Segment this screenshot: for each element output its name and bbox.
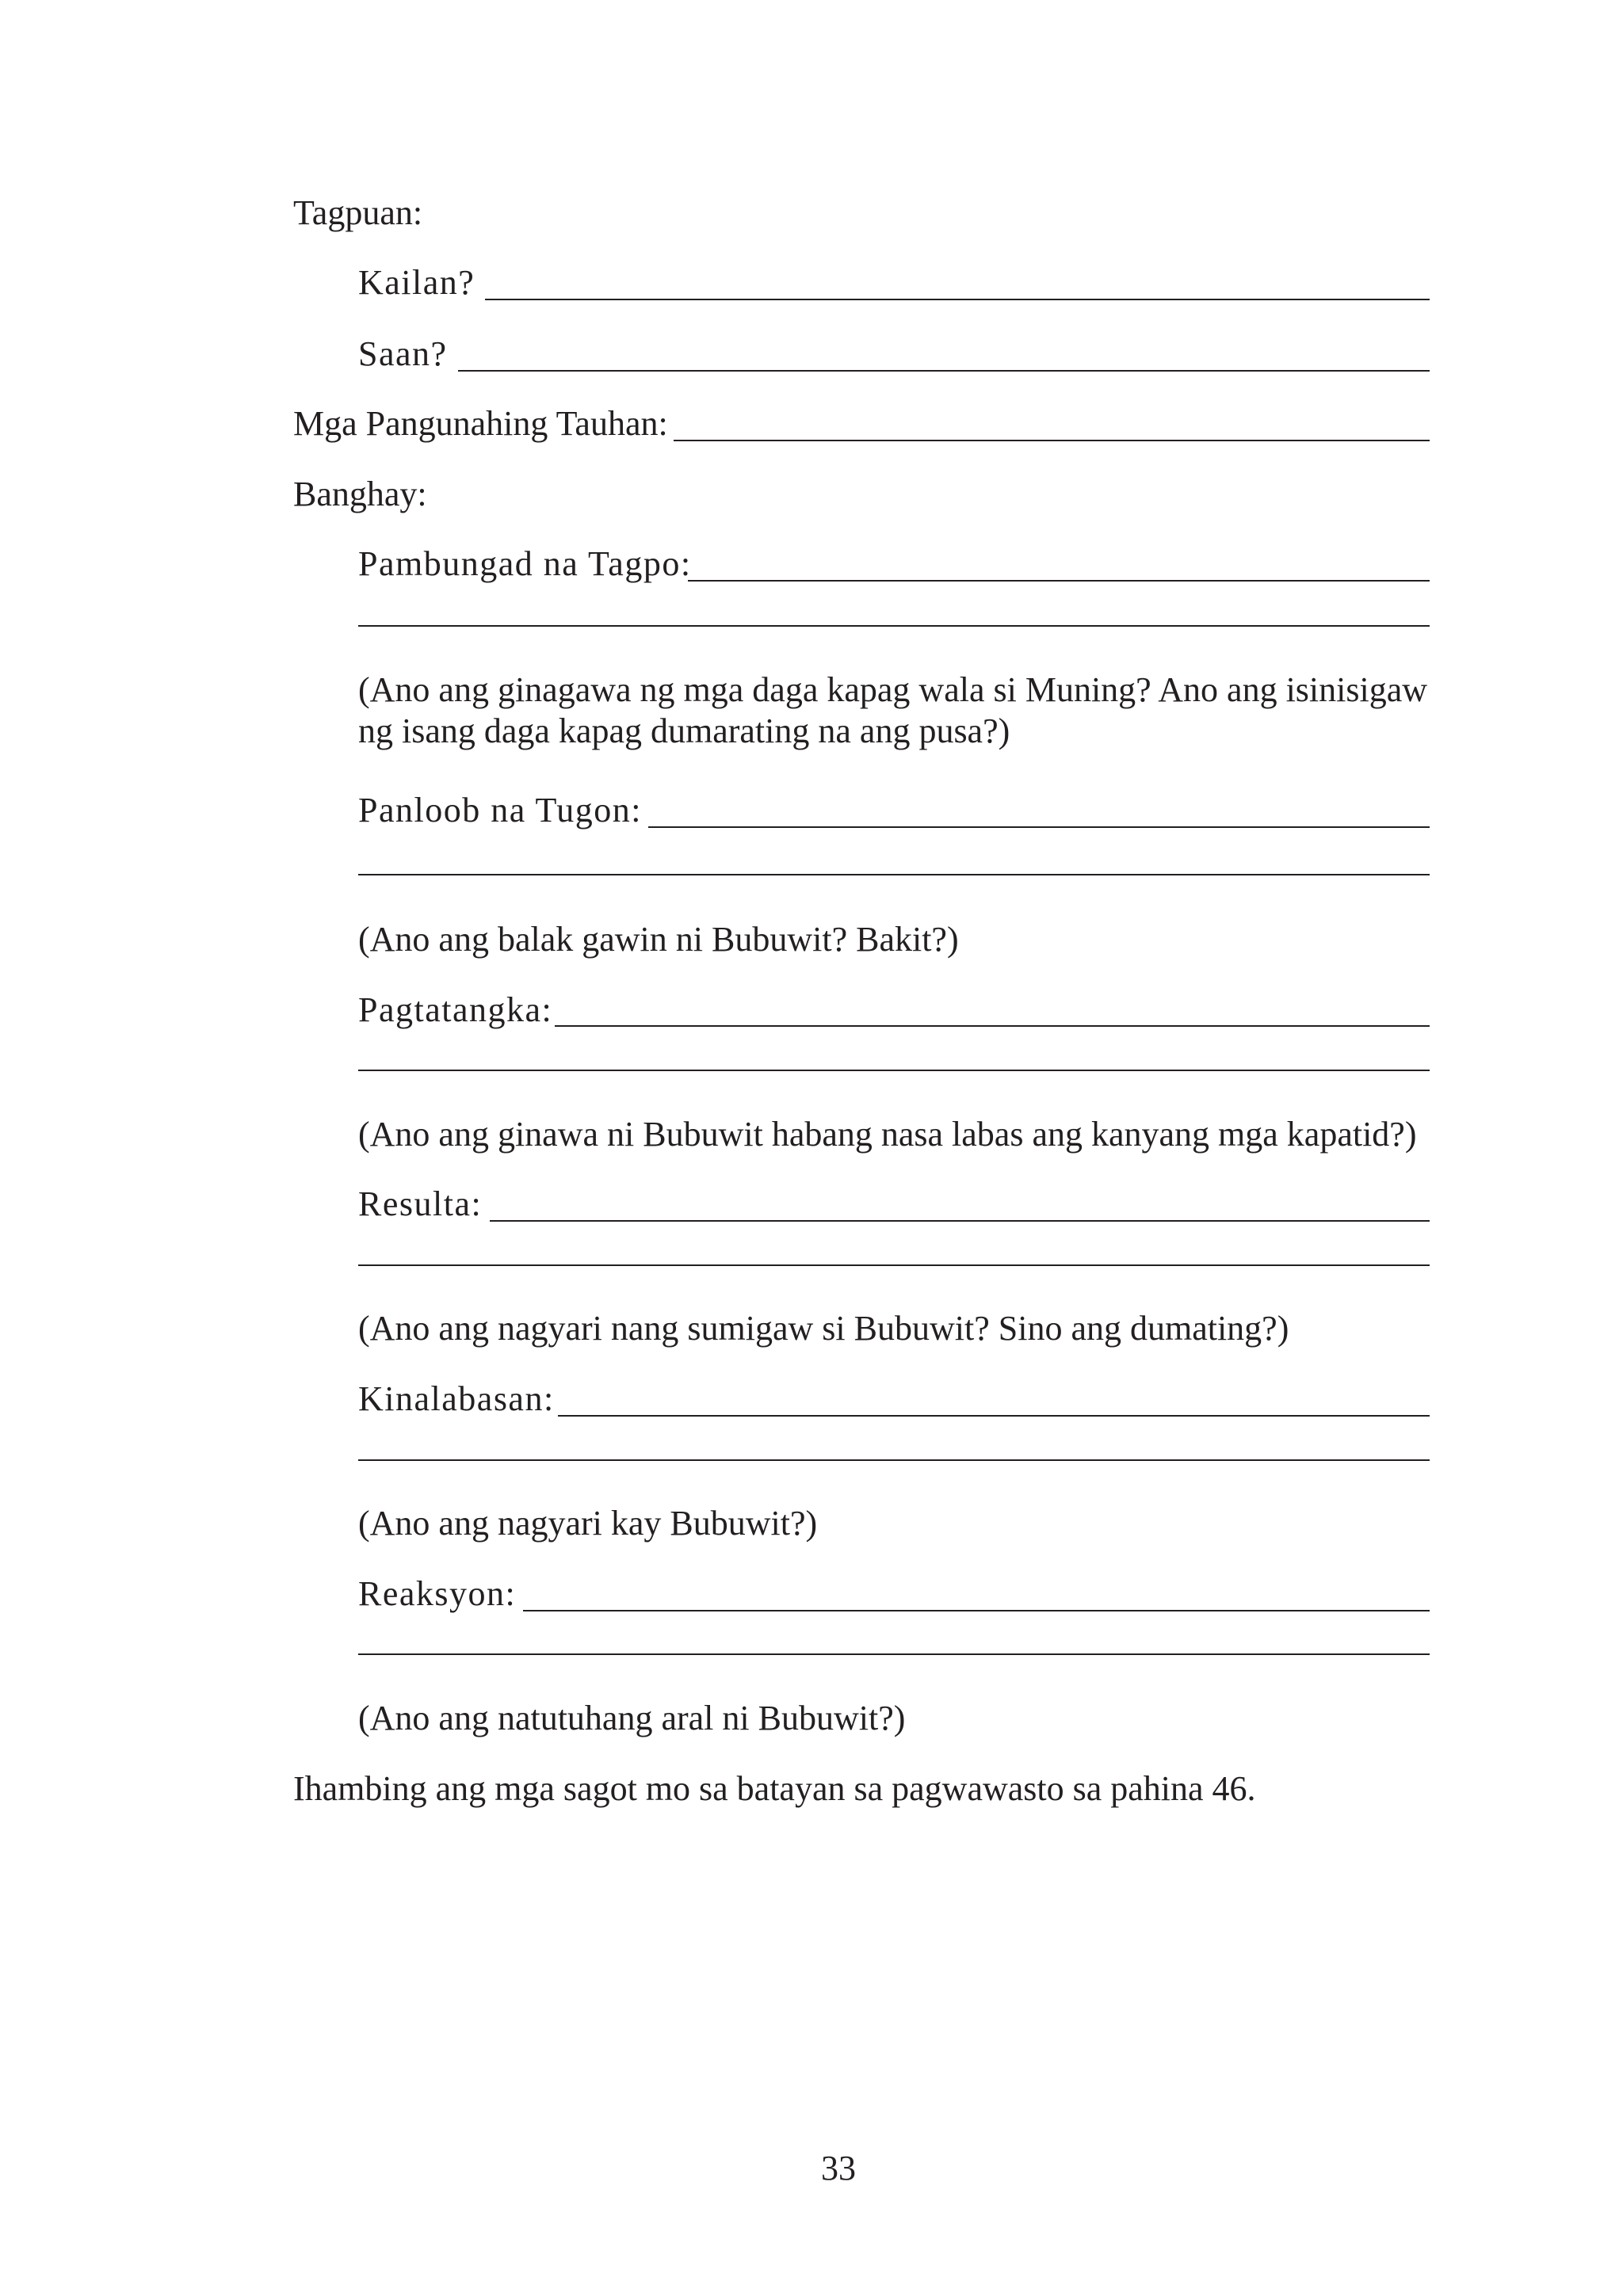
result-label: Resulta: bbox=[358, 1184, 483, 1223]
result-answer-line-2[interactable] bbox=[358, 1264, 1430, 1266]
internal-response-answer-line-2[interactable] bbox=[358, 874, 1430, 875]
when-label: Kailan? bbox=[358, 263, 475, 302]
attempt-hint: (Ano ang ginawa ni Bubuwit habang nasa labas ang kanyang mga kapatid?) bbox=[358, 1115, 1417, 1154]
opening-answer-line-1[interactable] bbox=[688, 580, 1430, 582]
outcome-answer-line-2[interactable] bbox=[358, 1459, 1430, 1461]
internal-response-hint: (Ano ang balak gawin ni Bubuwit? Bakit?) bbox=[358, 920, 959, 959]
opening-hint-line-1: (Ano ang ginagawa ng mga daga kapag wala si Muning? Ano ang isinisigaw bbox=[358, 670, 1428, 709]
attempt-answer-line-1[interactable] bbox=[555, 1025, 1430, 1027]
characters-label: Mga Pangunahing Tauhan: bbox=[293, 404, 668, 443]
where-label: Saan? bbox=[358, 334, 448, 373]
attempt-answer-line-2[interactable] bbox=[358, 1070, 1430, 1071]
reaction-label: Reaksyon: bbox=[358, 1574, 517, 1613]
outcome-answer-line-1[interactable] bbox=[558, 1415, 1430, 1417]
opening-hint-line-2: ng isang daga kapag dumarating na ang pusa?) bbox=[358, 711, 1010, 750]
opening-label: Pambungad na Tagpo: bbox=[358, 544, 692, 583]
characters-answer-line[interactable] bbox=[674, 440, 1430, 441]
instruction-text: Ihambing ang mga sagot mo sa batayan sa pagwawasto sa pahina 46. bbox=[293, 1769, 1256, 1808]
outcome-label: Kinalabasan: bbox=[358, 1379, 555, 1418]
internal-response-label: Panloob na Tugon: bbox=[358, 791, 643, 830]
page-number: 33 bbox=[821, 2149, 856, 2187]
internal-response-answer-line-1[interactable] bbox=[648, 826, 1430, 828]
result-hint: (Ano ang nagyari nang sumigaw si Bubuwit? Sino ang dumating?) bbox=[358, 1309, 1289, 1348]
reaction-answer-line-1[interactable] bbox=[523, 1610, 1430, 1611]
plot-heading: Banghay: bbox=[293, 475, 427, 513]
reaction-answer-line-2[interactable] bbox=[358, 1653, 1430, 1655]
reaction-hint: (Ano ang natutuhang aral ni Bubuwit?) bbox=[358, 1699, 906, 1737]
setting-heading: Tagpuan: bbox=[293, 193, 423, 232]
result-answer-line-1[interactable] bbox=[490, 1220, 1430, 1222]
attempt-label: Pagtatangka: bbox=[358, 990, 553, 1029]
where-answer-line[interactable] bbox=[458, 370, 1430, 372]
when-answer-line[interactable] bbox=[485, 299, 1430, 300]
outcome-hint: (Ano ang nagyari kay Bubuwit?) bbox=[358, 1504, 818, 1543]
opening-answer-line-2[interactable] bbox=[358, 625, 1430, 627]
